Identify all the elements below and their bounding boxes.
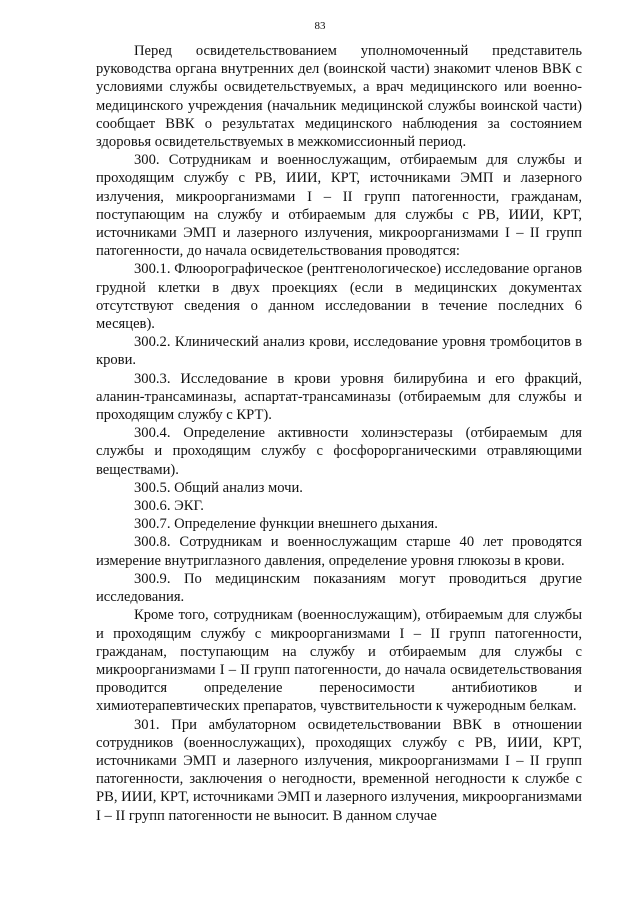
paragraph-301: 301. При амбулаторном освидетельствовании ВВК в отношении сотрудников (военнослужащих), проходящих службу с РВ, ИИИ, КРТ, источниками ЭМП и лазерного излучения, микроорганизмами I – II групп патогенности, заключения о негодности, временной негодности к службе с РВ, ИИИ, КРТ, источниками ЭМП и лазерного излучения, микроорганизмами I – II групп патогенности не выносит. В данном случае <box>96 716 582 824</box>
document-body <box>96 42 582 825</box>
paragraph-300-1: 300.1. Флюорографическое (рентгенологическое) исследование органов грудной клетки в двух проекциях (если в медицинских документах отсутствуют сведения о данном исследовании в течение последних 6 месяцев). <box>96 261 582 333</box>
paragraph-300: 300. Сотрудникам и военнослужащим, отбираемым для службы и проходящим службу с РВ, ИИИ, КРТ, источниками ЭМП и лазерного излучения, микроорганизмами I – II групп патогенности, гражданам, поступающим на службу и отбираемым для службы с РВ, ИИИ, КРТ, источниками ЭМП и лазерного излучения, микроорганизмами I – II групп патогенности, до начала освидетельствования проводятся: <box>96 152 582 260</box>
paragraph-additional-tests: Кроме того, сотрудникам (военнослужащим), отбираемым для службы и проходящим службу с микроорганизмами I – II групп патогенности, гражданам, поступающим на службу и отбираемым для службы с микроорганизмами I – II групп патогенности, до начала освидетельствования проводится определение переносимости антибиотиков и химиотерапевтических препаратов, чувствительности к чужеродным белкам. <box>96 607 582 715</box>
paragraph-300-4: 300.4. Определение активности холинэстеразы (отбираемым для службы и проходящим службу с фосфорорганическими отравляющими веществами). <box>96 425 582 478</box>
paragraph-commission-briefing: Перед освидетельствованием уполномоченный представитель руководства органа внутренних дел (воинской части) знакомит членов ВВК с условиями службы освидетельствуемых, а врач медицинского или военно-медицинского учреждения (начальник медицинской службы воинской части) сообщает ВВК о результатах медицинского наблюдения за состоянием здоровья освидетельствуемых в межкомиссионный период. <box>96 43 582 151</box>
paragraph-300-2: 300.2. Клинический анализ крови, исследование уровня тромбоцитов в крови. <box>96 334 582 369</box>
paragraph-300-9: 300.9. По медицинским показаниям могут проводиться другие исследования. <box>96 570 582 606</box>
paragraph-300-8: 300.8. Сотрудникам и военнослужащим старше 40 лет проводятся измерение внутриглазного давления, определение уровня глюкозы в крови. <box>96 534 582 569</box>
paragraph-300-7: 300.7. Определение функции внешнего дыхания. <box>134 516 438 533</box>
paragraph-300-3: 300.3. Исследование в крови уровня билирубина и его фракций, аланин-трансаминазы, аспартат-трансаминазы (отбираемым для службы и проходящим службу с КРТ). <box>96 370 582 424</box>
paragraph-300-5: 300.5. Общий анализ мочи. <box>134 479 303 496</box>
paragraph-300-6: 300.6. ЭКГ. <box>134 498 204 515</box>
page-number: 83 <box>314 20 326 32</box>
